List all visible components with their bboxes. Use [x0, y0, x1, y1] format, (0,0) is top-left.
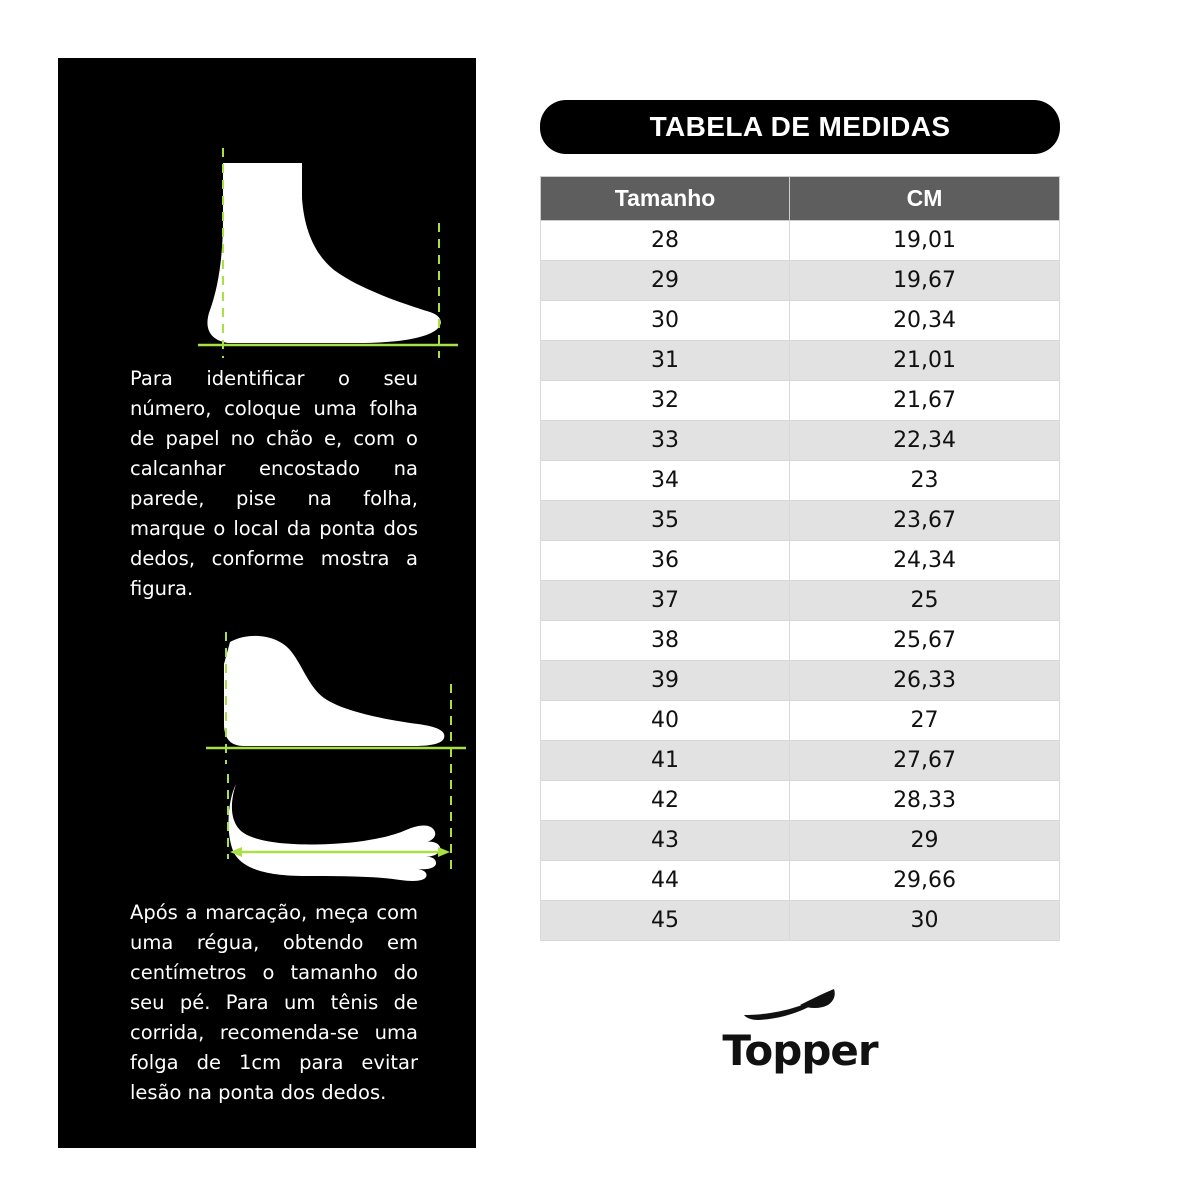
table-row: [541, 301, 1060, 341]
cell-cm: 27: [790, 701, 1060, 741]
table-row: [541, 621, 1060, 661]
cell-cm: 26,33: [790, 661, 1060, 701]
table-row: [541, 461, 1060, 501]
cell-size: 37: [541, 581, 790, 621]
table-row: [541, 821, 1060, 861]
cell-size: 29: [541, 261, 790, 301]
cell-size: 30: [541, 301, 790, 341]
cell-cm: 21,67: [790, 381, 1060, 421]
cell-size: 28: [541, 221, 790, 261]
cell-cm: 24,34: [790, 541, 1060, 581]
topper-swoosh-icon: [740, 985, 860, 1025]
brand-logo: [540, 985, 1060, 1075]
cell-cm: 27,67: [790, 741, 1060, 781]
cell-cm: 19,67: [790, 261, 1060, 301]
table-row: [541, 421, 1060, 461]
cell-size: 45: [541, 901, 790, 941]
cell-size: 44: [541, 861, 790, 901]
table-header-row: [541, 177, 1060, 221]
instruction-text-1: Para identificar o seu número, coloque uma folha de papel no chão e, com o calcanhar encostado na parede, pise na folha, marque o local da ponta dos dedos, conforme mostra a figura.: [130, 367, 418, 600]
cell-cm: 25: [790, 581, 1060, 621]
brand-name: Topper: [722, 1026, 878, 1075]
cell-size: 31: [541, 341, 790, 381]
cell-cm: 21,01: [790, 341, 1060, 381]
table-row: [541, 901, 1060, 941]
foot-side-view-diagram: [58, 58, 476, 358]
table-row: [541, 661, 1060, 701]
foot-side-and-top-view-diagram: [58, 624, 476, 884]
cell-cm: 23,67: [790, 501, 1060, 541]
cell-size: 32: [541, 381, 790, 421]
size-table: [540, 176, 1060, 941]
column-header-cm: CM: [790, 177, 1060, 221]
cell-cm: 22,34: [790, 421, 1060, 461]
cell-cm: 28,33: [790, 781, 1060, 821]
table-row: [541, 341, 1060, 381]
instruction-text-2: Após a marcação, meça com uma régua, obtendo em centímetros o tamanho do seu pé. Para um tênis de corrida, recomenda-se uma folga de 1cm para evitar lesão na ponta dos dedos.: [130, 900, 418, 1104]
cell-size: 43: [541, 821, 790, 861]
cell-cm: 29,66: [790, 861, 1060, 901]
cell-size: 38: [541, 621, 790, 661]
cell-size: 35: [541, 501, 790, 541]
table-row: [541, 261, 1060, 301]
cell-size: 33: [541, 421, 790, 461]
table-row: [541, 221, 1060, 261]
cell-cm: 20,34: [790, 301, 1060, 341]
column-header-size: Tamanho: [541, 177, 790, 221]
cell-size: 40: [541, 701, 790, 741]
cell-cm: 30: [790, 901, 1060, 941]
cell-size: 34: [541, 461, 790, 501]
cell-size: 39: [541, 661, 790, 701]
cell-size: 42: [541, 781, 790, 821]
table-row: [541, 701, 1060, 741]
cell-cm: 19,01: [790, 221, 1060, 261]
cell-size: 41: [541, 741, 790, 781]
table-row: [541, 381, 1060, 421]
table-row: [541, 501, 1060, 541]
table-row: [541, 581, 1060, 621]
cell-cm: 25,67: [790, 621, 1060, 661]
page-title: TABELA DE MEDIDAS: [540, 100, 1060, 154]
measurements-panel: [540, 100, 1060, 1075]
table-row: [541, 781, 1060, 821]
instructions-panel: [58, 58, 476, 1148]
table-row: [541, 861, 1060, 901]
table-row: [541, 741, 1060, 781]
cell-cm: 23: [790, 461, 1060, 501]
cell-cm: 29: [790, 821, 1060, 861]
cell-size: 36: [541, 541, 790, 581]
table-row: [541, 541, 1060, 581]
